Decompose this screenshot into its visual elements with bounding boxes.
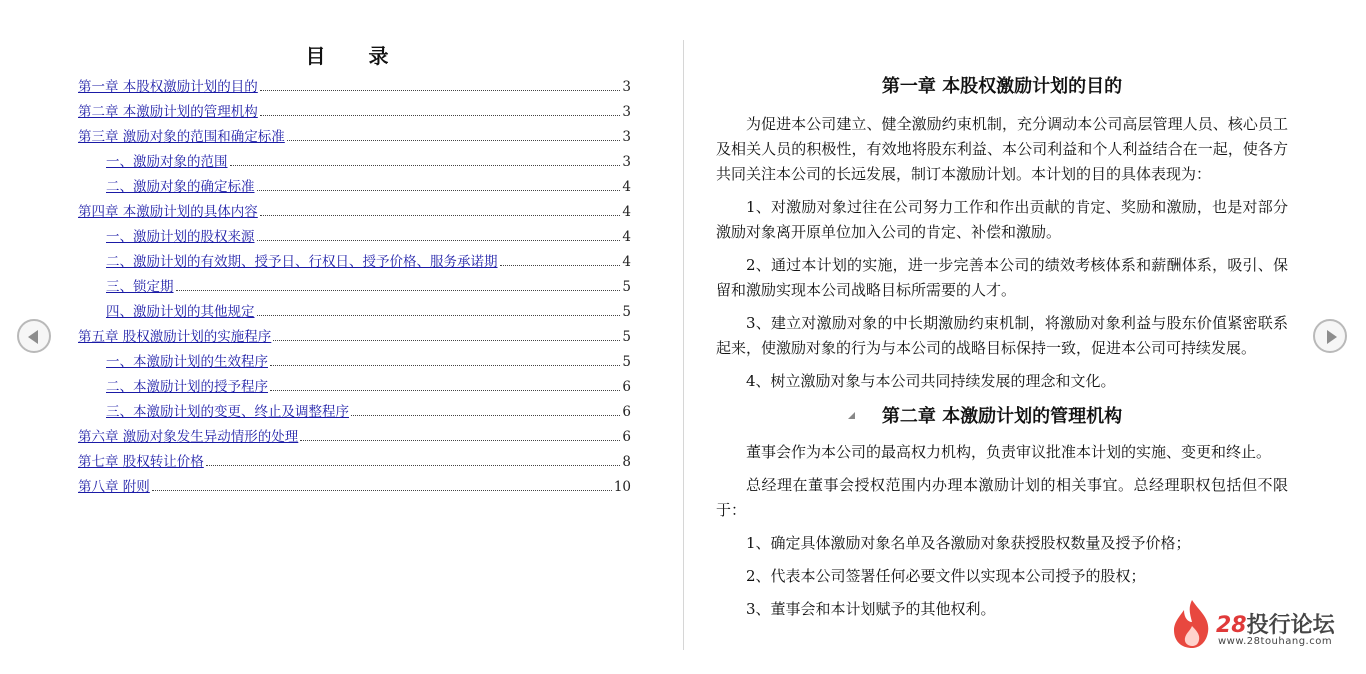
toc-entry[interactable]: [78, 300, 631, 325]
toc-entry-title[interactable]: 一、激励计划的股权来源: [106, 229, 255, 245]
chapter-1-paragraph: 1、对激励对象过往在公司努力工作和作出贡献的肯定、奖励和激励，也是对部分激励对象离开原单位加入公司的肯定、补偿和激励。: [716, 198, 1288, 241]
watermark-logo: [1170, 598, 1350, 654]
toc-entry-title[interactable]: 第七章 股权转让价格: [78, 454, 204, 470]
next-page-button[interactable]: [1313, 319, 1347, 353]
toc-entry[interactable]: [78, 250, 631, 275]
toc-leader-dots: [176, 289, 621, 291]
chapter-1-paragraph: 为促进本公司建立、健全激励约束机制，充分调动本公司高层管理人员、核心员工及相关人员的积极性，有效地将股东利益、本公司利益和个人利益结合在一起，使各方共同关注本公司的长远发展，制订本激励计划。本计划的目的具体表现为：: [716, 115, 1288, 183]
toc-leader-dots: [300, 439, 620, 441]
toc-page-number: 3: [622, 154, 631, 170]
toc-page-number: 6: [622, 404, 631, 420]
toc-page-number: 4: [622, 254, 631, 270]
chapter-2-heading-text: 第二章 本激励计划的管理机构: [881, 406, 1123, 427]
chapter-2-paragraph: 董事会作为本公司的最高权力机构，负责审议批准本计划的实施、变更和终止。: [746, 443, 1272, 461]
toc-entry[interactable]: [78, 475, 631, 500]
toc-leader-dots: [500, 264, 621, 266]
toc-page-number: 6: [622, 429, 631, 445]
toc-list: [78, 75, 631, 500]
toc-page-number: 5: [622, 304, 631, 320]
toc-entry[interactable]: [78, 425, 631, 450]
chapter-2-paragraph: 1、确定具体激励对象名单及各激励对象获授股权数量及授予价格；: [746, 534, 1191, 552]
toc-entry-title[interactable]: 二、激励计划的有效期、授予日、行权日、授予价格、服务承诺期: [106, 254, 498, 270]
toc-page-number: 4: [622, 204, 631, 220]
toc-entry[interactable]: [78, 225, 631, 250]
brand-name: 28投行论坛: [1216, 613, 1335, 638]
toc-entry-title[interactable]: 三、锁定期: [106, 279, 174, 295]
toc-entry-title[interactable]: 一、本激励计划的生效程序: [106, 354, 268, 370]
toc-page-number: 5: [622, 329, 631, 345]
chapter-2-paragraph: 3、董事会和本计划赋予的其他权利。: [746, 600, 996, 618]
toc-entry[interactable]: [78, 325, 631, 350]
chapter-1-paragraph: 3、建立对激励对象的中长期激励约束机制，将激励对象利益与股东价值紧密联系起来，使激励对象的行为与本公司的战略目标保持一致，促进本公司可持续发展。: [716, 314, 1288, 357]
toc-entry-title[interactable]: 第四章 本激励计划的具体内容: [78, 204, 258, 220]
toc-entry-title[interactable]: 第三章 激励对象的范围和确定标准: [78, 129, 285, 145]
toc-entry[interactable]: [78, 275, 631, 300]
toc-leader-dots: [257, 189, 621, 191]
toc-entry[interactable]: [78, 75, 631, 100]
toc-entry[interactable]: [78, 175, 631, 200]
toc-entry[interactable]: [78, 100, 631, 125]
toc-page-number: 3: [622, 104, 631, 120]
toc-page-number: 4: [622, 229, 631, 245]
toc-entry[interactable]: [78, 375, 631, 400]
chapter-1-heading: 第一章 本股权激励计划的目的: [881, 76, 1123, 97]
toc-page-number: 8: [622, 454, 631, 470]
toc-entry-title[interactable]: 第一章 本股权激励计划的目的: [78, 79, 258, 95]
toc-entry[interactable]: [78, 450, 631, 475]
arrow-right-icon: [1327, 330, 1337, 344]
toc-entry[interactable]: [78, 125, 631, 150]
chapter-2-paragraph: 总经理在董事会授权范围内办理本激励计划的相关事宜。总经理职权包括但不限于：: [716, 476, 1288, 519]
toc-entry-title[interactable]: 四、激励计划的其他规定: [106, 304, 255, 320]
toc-leader-dots: [260, 214, 621, 216]
brand-url: www.28touhang.com: [1218, 636, 1333, 647]
chapter-2-paragraph: 2、代表本公司签署任何必要文件以实现本公司授予的股权；: [746, 567, 1146, 585]
toc-leader-dots: [351, 414, 620, 416]
document-body: [716, 72, 1288, 630]
toc-leader-dots: [257, 314, 621, 316]
toc-entry[interactable]: [78, 150, 631, 175]
toc-entry-title[interactable]: 第五章 股权激励计划的实施程序: [78, 329, 272, 345]
toc-leader-dots: [260, 89, 621, 91]
toc-entry[interactable]: [78, 350, 631, 375]
toc-page-number: 6: [622, 379, 631, 395]
toc-entry-title[interactable]: 二、激励对象的确定标准: [106, 179, 255, 195]
toc-leader-dots: [287, 139, 621, 141]
toc-page-number: 3: [622, 129, 631, 145]
toc-entry-title[interactable]: 二、本激励计划的授予程序: [106, 379, 268, 395]
toc-page-number: 4: [622, 179, 631, 195]
toc-page-number: 10: [613, 479, 631, 495]
toc-page-number: 5: [622, 354, 631, 370]
toc-entry-title[interactable]: 第六章 激励对象发生异动情形的处理: [78, 429, 299, 445]
toc-entry[interactable]: [78, 400, 631, 425]
toc-leader-dots: [270, 389, 620, 391]
toc-entry[interactable]: [78, 200, 631, 225]
toc-entry-title[interactable]: 一、激励对象的范围: [106, 154, 228, 170]
toc-leader-dots: [206, 464, 621, 466]
flame-icon: [1170, 598, 1214, 650]
arrow-left-icon: [28, 330, 38, 344]
chapter-1-paragraph: 2、通过本计划的实施，进一步完善本公司的绩效考核体系和薪酬体系，吸引、保留和激励实现本公司战略目标所需要的人才。: [716, 256, 1288, 299]
toc-page-number: 5: [622, 279, 631, 295]
toc-entry-title[interactable]: 第八章 附则: [78, 479, 150, 495]
toc-title: 目 录: [305, 44, 407, 68]
toc-leader-dots: [257, 239, 621, 241]
toc-entry-title[interactable]: 第二章 本激励计划的管理机构: [78, 104, 258, 120]
toc-leader-dots: [260, 114, 621, 116]
toc-leader-dots: [273, 339, 620, 341]
toc-leader-dots: [230, 164, 621, 166]
chapter-1-paragraph: 4、树立激励对象与本公司共同持续发展的理念和文化。: [746, 372, 1116, 390]
toc-leader-dots: [270, 364, 620, 366]
right-page: [684, 0, 1366, 674]
previous-page-button[interactable]: [17, 319, 51, 353]
toc-page-number: 3: [622, 79, 631, 95]
chapter-2-heading: [716, 402, 1288, 432]
toc-leader-dots: [152, 489, 612, 491]
toc-entry-title[interactable]: 三、本激励计划的变更、终止及调整程序: [106, 404, 349, 420]
collapse-triangle-icon[interactable]: [848, 412, 855, 419]
